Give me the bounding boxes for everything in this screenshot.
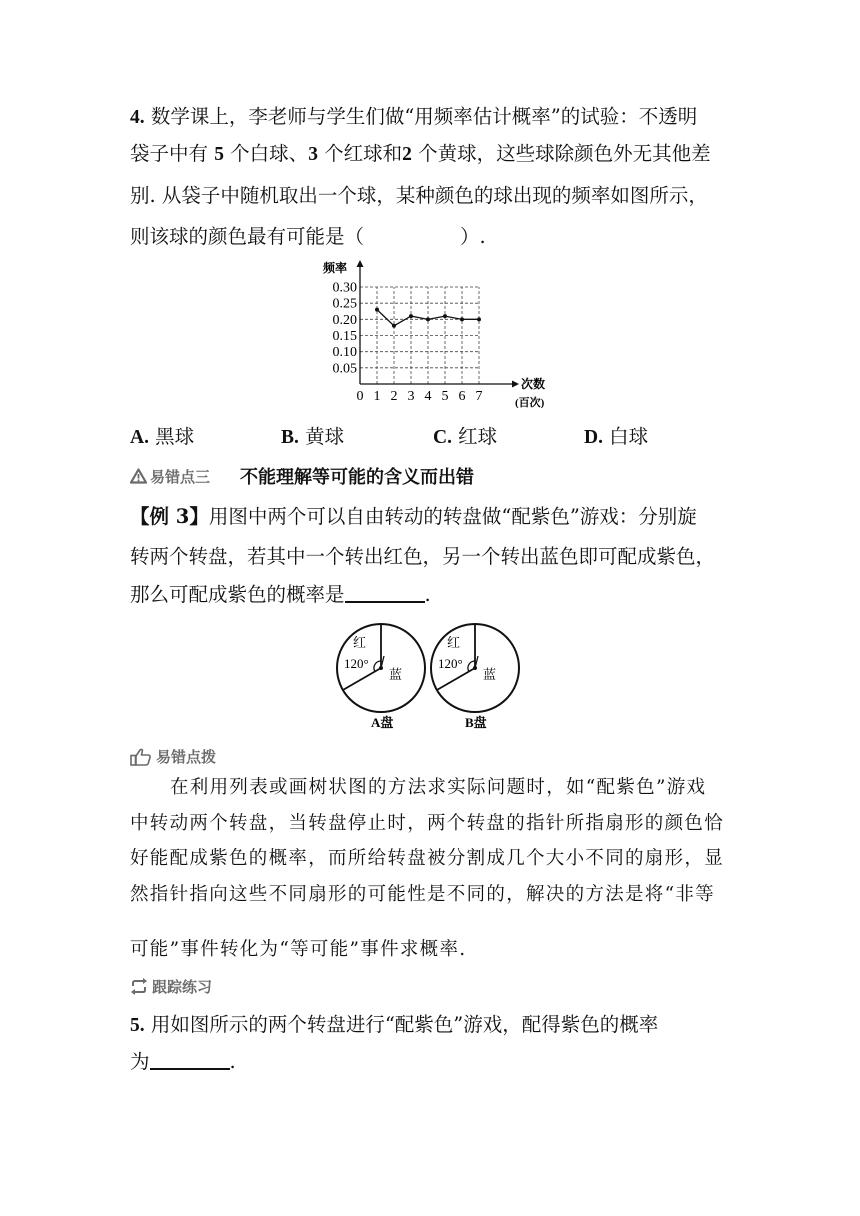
- y-tick-label: 0.05: [332, 361, 357, 377]
- repeat-icon: [130, 978, 148, 995]
- q5-number: 5.: [130, 1015, 145, 1036]
- q4-text-2b: 个白球、: [230, 142, 309, 165]
- y-tick-label: 0.20: [332, 312, 357, 328]
- q4-number: 4.: [130, 107, 145, 128]
- data-point: [375, 308, 379, 312]
- q4-text-1: 数学课上，李老师与学生们做“用频率估计概率”的试验：不透明: [150, 105, 698, 128]
- data-point: [460, 317, 464, 321]
- sector-divider: [437, 668, 475, 690]
- data-point: [443, 314, 447, 318]
- x-tick-label: 6: [458, 389, 466, 404]
- q4-text-3: 别. 从袋子中随机取出一个球，某种颜色的球出现的频率如图所示，: [130, 184, 708, 207]
- option-text: 黄球: [305, 425, 345, 448]
- thumbs-up-icon: [130, 748, 152, 766]
- blue-label: 蓝: [389, 667, 403, 682]
- y-axis-arrow: [357, 260, 364, 267]
- answer-blank[interactable]: [345, 579, 425, 603]
- q4-option-b[interactable]: [281, 420, 344, 455]
- option-text: 白球: [609, 425, 649, 448]
- example3-line-2: [130, 540, 740, 574]
- frequency-line-chart: [318, 258, 548, 413]
- red-label: 红: [447, 635, 461, 650]
- example3-line-1: [130, 500, 740, 534]
- example3-text-1: 用图中两个可以自由转动的转盘做“配紫色”游戏：分别旋: [208, 505, 697, 528]
- option-letter: B.: [281, 427, 299, 448]
- q4-text-2d: 个黄球，这些球除颜色外无其他差: [418, 142, 711, 165]
- red-label: 红: [353, 635, 367, 650]
- x-tick-label: 1: [373, 389, 381, 404]
- blue-label: 蓝: [483, 667, 497, 682]
- spinner-a: [330, 617, 434, 730]
- tips-line-2: 中转动两个转盘，当转盘停止时，两个转盘的指针所指扇形的颜色恰: [130, 813, 725, 834]
- example3-text-2: 转两个转盘，若其中一个转出红色，另一个转出蓝色即可配成紫色，: [130, 545, 716, 568]
- q4-line-4: [130, 220, 740, 254]
- y-tick-label: 0.25: [332, 296, 357, 312]
- data-point: [409, 314, 413, 318]
- section-title: 不能理解等可能的含义而出错: [240, 467, 475, 488]
- q4-option-a[interactable]: [130, 420, 194, 455]
- option-letter: C.: [433, 427, 452, 448]
- sector-divider: [343, 668, 381, 690]
- example3-line-3: [130, 578, 740, 612]
- tips-tag-label: 易错点拨: [156, 748, 217, 766]
- option-text: 黑球: [155, 425, 195, 448]
- section-tag-label: 易错点三: [150, 467, 211, 486]
- x-tick-label: 2: [390, 389, 398, 404]
- y-tick-label: 0.10: [332, 345, 357, 361]
- data-point: [392, 324, 396, 328]
- data-point: [477, 317, 481, 321]
- warning-icon: [130, 468, 147, 484]
- example3-end: .: [424, 583, 431, 606]
- q4-text-2a: 袋子中有: [130, 142, 209, 165]
- q4-text-4b: ）.: [460, 225, 486, 248]
- x-tick-label: 3: [407, 389, 415, 404]
- x-tick-label: 7: [475, 389, 483, 404]
- tips-header: [130, 746, 216, 767]
- q5-text-2: 为: [130, 1050, 150, 1073]
- angle-label: 120°: [438, 656, 463, 671]
- q4-line-2: [130, 137, 740, 172]
- practice-tag: [130, 976, 212, 997]
- data-point: [426, 317, 430, 321]
- q5-text-1: 用如图所示的两个转盘进行“配紫色”游戏，配得紫色的概率: [150, 1013, 659, 1036]
- q4-line-1: [130, 100, 740, 135]
- practice-header: [130, 976, 212, 997]
- y-axis-label: 频率: [323, 261, 348, 275]
- answer-blank[interactable]: [150, 1046, 230, 1070]
- q4-option-c[interactable]: [433, 420, 497, 455]
- tips-line-4: 然指针指向这些不同扇形的可能性是不同的，解决的方法是将“非等: [130, 884, 715, 905]
- tips-line-3: 好能配成紫色的概率，而所给转盘被分割成几个大小不同的扇形，显: [130, 848, 725, 869]
- x-axis-unit: (百次): [515, 397, 545, 409]
- angle-label: 120°: [344, 656, 369, 671]
- tips-line-1: 在利用列表或画树状图的方法求实际问题时，如“配紫色”游戏: [170, 777, 707, 798]
- y-tick-label: 0.30: [332, 280, 357, 296]
- spinner-b: [424, 617, 528, 730]
- x-tick-label: 5: [441, 389, 449, 404]
- spinner-caption: A盘: [371, 715, 394, 730]
- q4-option-d[interactable]: [584, 420, 648, 455]
- q5-line-2: [130, 1045, 740, 1079]
- section-header: [130, 463, 474, 489]
- x-axis-arrow: [512, 381, 519, 388]
- spinner-caption: B盘: [465, 715, 487, 730]
- x-axis-label: 次数: [521, 377, 546, 391]
- tips-tag: [130, 746, 216, 767]
- origin-label: 0: [356, 389, 364, 404]
- tips-line-5: 可能”事件转化为“等可能”事件求概率.: [130, 939, 467, 960]
- example3-text-3: 那么可配成紫色的概率是: [130, 583, 345, 606]
- y-tick-label: 0.15: [332, 329, 357, 344]
- x-tick-label: 4: [424, 389, 432, 404]
- q4-text-2c: 个红球和: [324, 142, 403, 165]
- q4-line-3: [130, 179, 740, 213]
- option-text: 红球: [458, 425, 498, 448]
- q4-yellow-count: 2: [402, 144, 412, 165]
- q4-text-4a: 则该球的颜色最有可能是（: [130, 225, 365, 248]
- q4-red-count: 3: [308, 144, 318, 165]
- q4-white-count: 5: [214, 144, 224, 165]
- practice-tag-label: 跟踪练习: [152, 978, 213, 996]
- q5-end: .: [229, 1050, 236, 1073]
- option-letter: A.: [130, 427, 149, 448]
- example3-label: 【例 3】: [130, 505, 209, 528]
- option-letter: D.: [584, 427, 603, 448]
- section-tag: [130, 466, 210, 487]
- q5-line-1: [130, 1008, 740, 1043]
